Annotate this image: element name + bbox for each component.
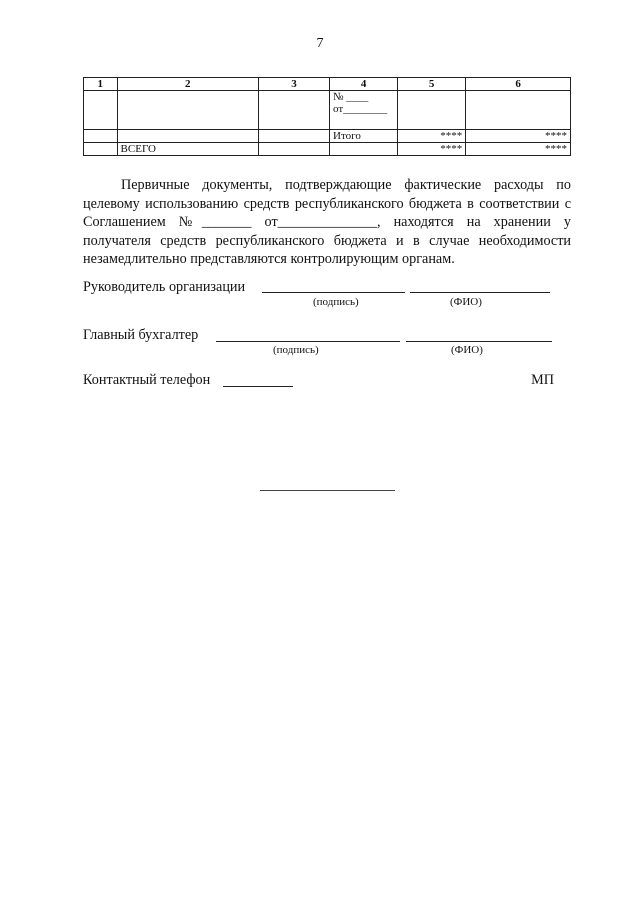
doc-number-label: № ____ bbox=[333, 91, 369, 103]
table-cell bbox=[258, 91, 329, 130]
table-header-cell: 6 bbox=[466, 78, 571, 91]
head-signature-label: Руководитель организации bbox=[83, 279, 246, 295]
table-header-cell: 5 bbox=[398, 78, 466, 91]
stamp-placeholder: МП bbox=[531, 372, 554, 388]
table-row-vsego bbox=[84, 143, 571, 156]
table-cell bbox=[84, 143, 118, 156]
doc-ref-cell bbox=[330, 91, 398, 130]
doc-date-label: от________ bbox=[333, 103, 388, 115]
table-header-cell: 2 bbox=[117, 78, 258, 91]
itogo-col5: **** bbox=[398, 130, 466, 143]
table-cell bbox=[117, 91, 258, 130]
vsego-label: ВСЕГО bbox=[117, 143, 258, 156]
table-header-cell: 3 bbox=[258, 78, 329, 91]
table-header-cell: 4 bbox=[330, 78, 398, 91]
table-cell bbox=[84, 91, 118, 130]
head-sign-caption: (подпись) bbox=[313, 296, 359, 308]
accountant-signature-label: Главный бухгалтер bbox=[83, 327, 199, 343]
itogo-col6: **** bbox=[466, 130, 571, 143]
expense-table bbox=[83, 77, 571, 156]
head-signature-line bbox=[262, 292, 405, 293]
accountant-name-line bbox=[406, 341, 552, 342]
head-name-line bbox=[410, 292, 550, 293]
accountant-sign-caption: (подпись) bbox=[273, 344, 319, 356]
table-cell bbox=[258, 143, 329, 156]
vsego-col5: **** bbox=[398, 143, 466, 156]
table-header-cell: 1 bbox=[84, 78, 118, 91]
accountant-name-caption: (ФИО) bbox=[451, 344, 483, 356]
table-cell bbox=[466, 91, 571, 130]
table-cell bbox=[398, 91, 466, 130]
accountant-signature-line bbox=[216, 341, 400, 342]
table-header-row bbox=[84, 78, 571, 91]
table-cell bbox=[258, 130, 329, 143]
table-row-itogo bbox=[84, 130, 571, 143]
body-paragraph: Первичные документы, подтверждающие фактические расходы по целевому использованию средств республиканского бюджета в соответствии с Соглашением №_______ от______________, находятся на хранении у получателя средств республиканского бюджета и в случае необходимости незамедлительно представляются контролирующим органам. bbox=[83, 177, 571, 267]
table-cell bbox=[117, 130, 258, 143]
itogo-label: Итого bbox=[330, 130, 398, 143]
table-row-document bbox=[84, 91, 571, 130]
page-number: 7 bbox=[316, 36, 324, 51]
footer-divider bbox=[260, 490, 395, 491]
vsego-col6: **** bbox=[466, 143, 571, 156]
table-cell bbox=[84, 130, 118, 143]
phone-line bbox=[223, 386, 293, 387]
phone-label: Контактный телефон bbox=[83, 372, 211, 388]
head-name-caption: (ФИО) bbox=[450, 296, 482, 308]
table-cell bbox=[330, 143, 398, 156]
